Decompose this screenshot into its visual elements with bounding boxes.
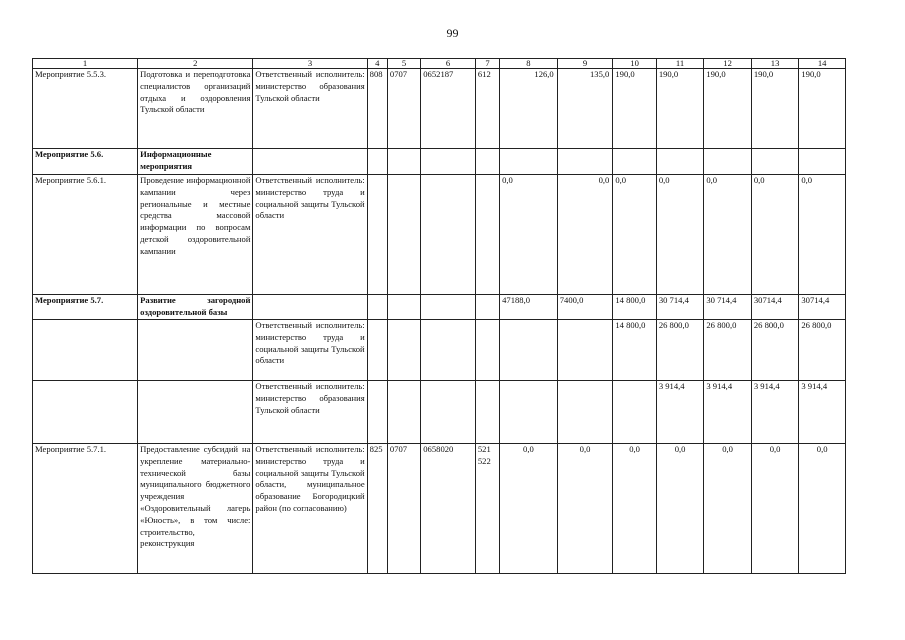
activity-code: Мероприятие 5.7.1. (33, 444, 138, 574)
col-header: 14 (799, 59, 846, 69)
value-cell: 126,0 (500, 69, 558, 149)
value-cell (557, 381, 613, 444)
responsible-executor (253, 295, 367, 320)
code-cell (475, 320, 499, 381)
responsible-executor (253, 149, 367, 175)
value-cell: 0,0 (751, 175, 799, 295)
value-cell (500, 320, 558, 381)
value-cell: 14 800,0 (613, 295, 656, 320)
value-cell: 30 714,4 (656, 295, 704, 320)
code-cell: 0652187 (421, 69, 476, 149)
value-cell (656, 149, 704, 175)
responsible-executor: Ответственный исполнитель: министерство образования Тульской области (253, 381, 367, 444)
value-cell (704, 149, 752, 175)
code-cell: 0707 (387, 69, 420, 149)
value-cell: 26 800,0 (799, 320, 846, 381)
value-cell: 190,0 (613, 69, 656, 149)
value-cell: 0,0 (613, 444, 656, 574)
value-cell (557, 149, 613, 175)
code-cell (387, 149, 420, 175)
value-cell: 3 914,4 (656, 381, 704, 444)
table-row (33, 149, 846, 175)
activity-name: Развитие загородной оздоровительной базы (138, 295, 253, 320)
table-row (33, 175, 846, 295)
responsible-executor: Ответственный исполнитель: министерство образования Тульской области (253, 69, 367, 149)
value-cell (500, 381, 558, 444)
col-header: 13 (751, 59, 799, 69)
col-header: 7 (475, 59, 499, 69)
code-cell (475, 175, 499, 295)
code-cell (387, 295, 420, 320)
value-cell: 30 714,4 (704, 295, 752, 320)
col-header: 9 (557, 59, 613, 69)
value-cell (557, 320, 613, 381)
code-cell: 612 (475, 69, 499, 149)
activity-name: Информационные мероприятия (138, 149, 253, 175)
code-cell (387, 175, 420, 295)
value-cell (500, 149, 558, 175)
table-row (33, 295, 846, 320)
value-cell: 0,0 (799, 444, 846, 574)
activity-code: Мероприятие 5.5.3. (33, 69, 138, 149)
activity-name: Подготовка и переподготовка специалистов организаций отдыха и оздоровления Тульской области (138, 69, 253, 149)
value-cell: 7400,0 (557, 295, 613, 320)
value-cell: 0,0 (557, 175, 613, 295)
activity-name: Проведение информационной кампании через региональные и местные средства массовой информации по вопросам детской оздоровительной кампании (138, 175, 253, 295)
value-cell (799, 149, 846, 175)
table-row (33, 69, 846, 149)
code-cell: 521 522 (475, 444, 499, 574)
activity-code: Мероприятие 5.6. (33, 149, 138, 175)
value-cell: 3 914,4 (751, 381, 799, 444)
value-cell: 30714,4 (799, 295, 846, 320)
value-cell: 0,0 (751, 444, 799, 574)
activity-name (138, 381, 253, 444)
col-header: 12 (704, 59, 752, 69)
code-cell (367, 295, 387, 320)
value-cell: 190,0 (799, 69, 846, 149)
value-cell (613, 149, 656, 175)
code-cell (367, 381, 387, 444)
col-header: 3 (253, 59, 367, 69)
responsible-executor: Ответственный исполнитель: министерство труда и социальной защиты Тульской области (253, 175, 367, 295)
value-cell: 0,0 (704, 175, 752, 295)
code-cell (421, 175, 476, 295)
value-cell: 3 914,4 (704, 381, 752, 444)
value-cell: 47188,0 (500, 295, 558, 320)
value-cell: 14 800,0 (613, 320, 656, 381)
code-cell (367, 175, 387, 295)
value-cell: 135,0 (557, 69, 613, 149)
code-cell (387, 320, 420, 381)
responsible-executor: Ответственный исполнитель: министерство труда и социальной защиты Тульской области, муниципальное образование Богородицкий район (по согласованию) (253, 444, 367, 574)
activity-name: Предоставление субсидий на укрепление материально-технической базы муниципального бюджетного учреждения «Оздоровительный лагерь «Юность», в том числе: строительство, реконструкция (138, 444, 253, 574)
table-row (33, 320, 846, 381)
value-cell: 26 800,0 (751, 320, 799, 381)
activity-code (33, 320, 138, 381)
col-header: 8 (500, 59, 558, 69)
code-cell (475, 149, 499, 175)
value-cell: 3 914,4 (799, 381, 846, 444)
table-row (33, 381, 846, 444)
code-cell: 825 (367, 444, 387, 574)
activity-code: Мероприятие 5.6.1. (33, 175, 138, 295)
value-cell: 0,0 (656, 444, 704, 574)
code-cell (475, 295, 499, 320)
value-cell: 0,0 (500, 444, 558, 574)
col-header: 5 (387, 59, 420, 69)
value-cell: 0,0 (500, 175, 558, 295)
page-number: 99 (446, 26, 459, 40)
value-cell: 0,0 (799, 175, 846, 295)
code-cell (475, 381, 499, 444)
value-cell (613, 381, 656, 444)
code-cell: 0658020 (421, 444, 476, 574)
col-header: 4 (367, 59, 387, 69)
code-cell (367, 320, 387, 381)
value-cell: 0,0 (656, 175, 704, 295)
activity-code: Мероприятие 5.7. (33, 295, 138, 320)
activity-name (138, 320, 253, 381)
code-cell: 0707 (387, 444, 420, 574)
table-row (33, 444, 846, 574)
code-cell (387, 381, 420, 444)
code-cell (421, 149, 476, 175)
value-cell: 30714,4 (751, 295, 799, 320)
column-numbers-row (33, 59, 846, 69)
code-cell (421, 381, 476, 444)
col-header: 1 (33, 59, 138, 69)
col-header: 2 (138, 59, 253, 69)
value-cell: 0,0 (557, 444, 613, 574)
value-cell: 190,0 (656, 69, 704, 149)
value-cell: 26 800,0 (704, 320, 752, 381)
value-cell: 190,0 (704, 69, 752, 149)
code-cell (421, 295, 476, 320)
responsible-executor: Ответственный исполнитель: министерство труда и социальной защиты Тульской области (253, 320, 367, 381)
program-table (32, 58, 846, 574)
value-cell: 0,0 (704, 444, 752, 574)
value-cell: 190,0 (751, 69, 799, 149)
code-cell: 808 (367, 69, 387, 149)
value-cell (751, 149, 799, 175)
activity-code (33, 381, 138, 444)
code-cell (421, 320, 476, 381)
col-header: 10 (613, 59, 656, 69)
value-cell: 0,0 (613, 175, 656, 295)
col-header: 11 (656, 59, 704, 69)
code-cell (367, 149, 387, 175)
col-header: 6 (421, 59, 476, 69)
value-cell: 26 800,0 (656, 320, 704, 381)
